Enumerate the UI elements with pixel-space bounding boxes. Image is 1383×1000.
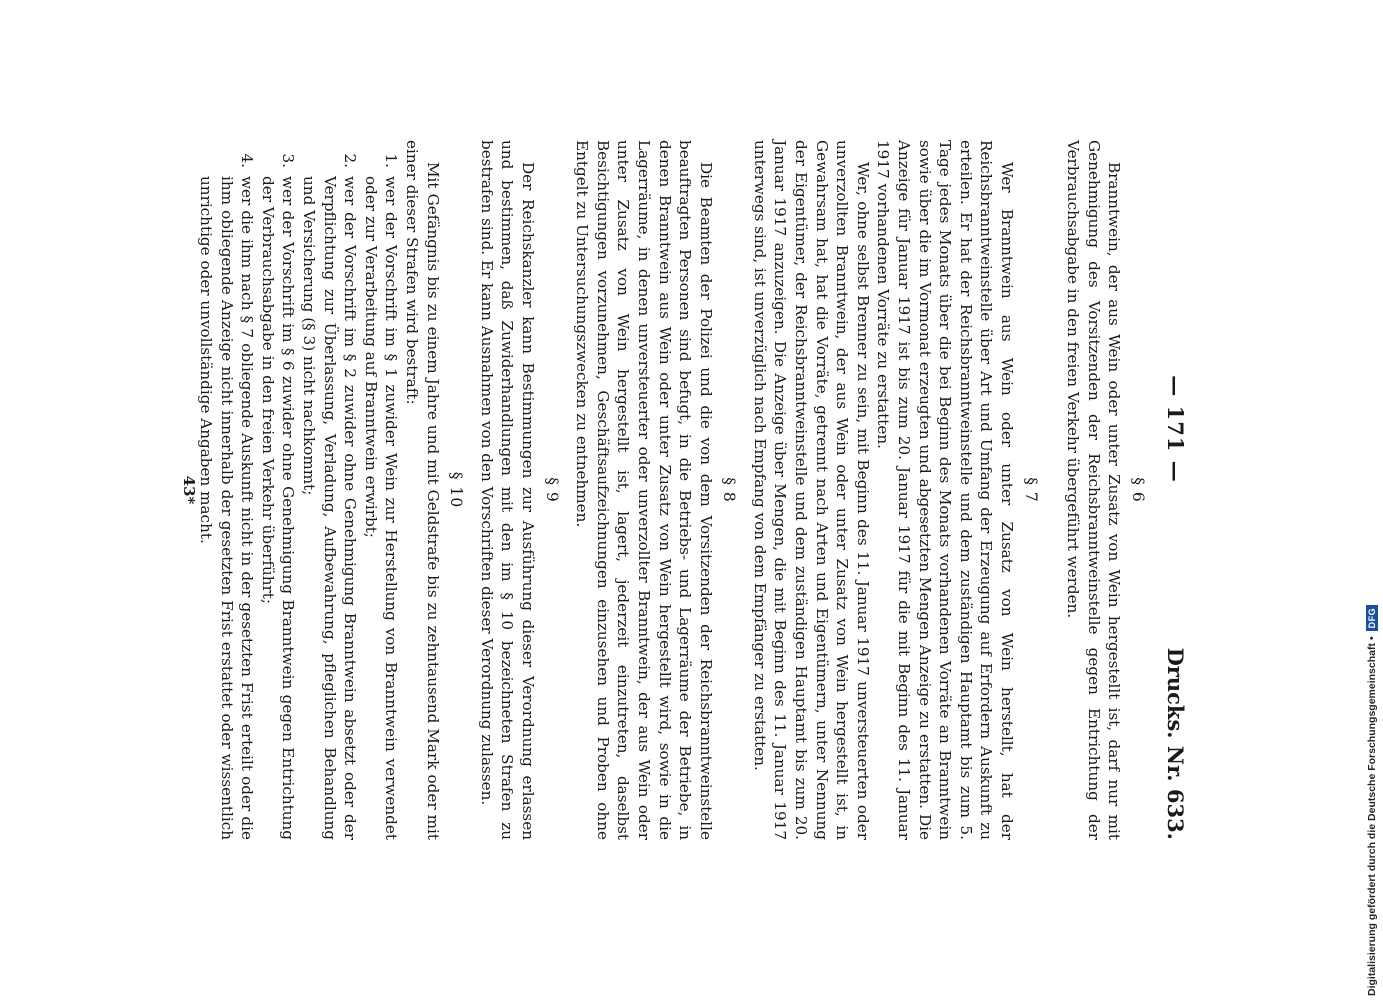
document-page bbox=[72, 0, 1292, 1000]
section-7-paragraph-2: Wer, ohne selbst Brenner zu sein, mit Beginn des 11. Januar 1917 unversteuerten oder unverzollten Branntwein, der aus Wein oder unter Zusatz von Wein hergestellt ist, in Gewahrsam hat, hat die Vorräte, getrennt nach Arten und Eigentümern, unter Nennung der Eigentümer, der Reichsbranntweinstelle und dem zuständigen Hauptamt bis zum 20. Januar 1917 anzuzeigen. Die Anzeige über Mengen, die mit Beginn des 11. Januar 1917 unterwegs sind, ist unverzüglich nach Empfang von dem Empfänger zu erstatten. bbox=[750, 140, 872, 840]
section-8-text: Die Beamten der Polizei und die von dem Vorsitzenden der Reichsbranntweinstelle beauftragten Personen sind befugt, in die Betriebs- und Lagerräume der Betriebe, in denen Branntwein aus Wein oder unter Zusatz von Wein hergestellt wird, sowie in die Lagerräume, in denen unversteuerter oder unverzollter Branntwein, der aus Wein oder unter Zusatz von Wein hergestellt ist, lagert, jederzeit einzutreten, daselbst Besichtigungen vorzunehmen, Geschäftsaufzeichnungen einzusehen und Proben ohne Entgelt zu Untersuchungszwecken zu entnehmen. bbox=[573, 140, 715, 840]
list-item bbox=[195, 140, 257, 840]
list-item-number: 1. bbox=[382, 153, 401, 168]
section-heading-9: § 9 bbox=[542, 477, 561, 503]
section-heading-7: § 7 bbox=[1021, 477, 1040, 503]
list-item-text: wer der Vorschrift im § 6 zuwider ohne Genehmigung Branntwein gegen Entrichtung der Verbrauchsabgabe in den freien Verkehr überführt; bbox=[258, 176, 298, 840]
credit-text: Digitalisierung gefördert durch die Deutsche Forschungsgemeinschaft bbox=[1366, 643, 1378, 996]
section-heading-10: § 10 bbox=[447, 471, 466, 509]
section-heading-6: § 6 bbox=[1129, 477, 1147, 503]
section-heading-8: § 8 bbox=[720, 477, 739, 503]
list-item-number: 4. bbox=[238, 153, 257, 168]
digitization-credit bbox=[1362, 6, 1382, 996]
list-item bbox=[257, 140, 298, 840]
page-number: — 171 — bbox=[1163, 375, 1188, 483]
credit-separator: • bbox=[1366, 636, 1378, 641]
list-item-number: 3. bbox=[279, 153, 298, 168]
list-item bbox=[360, 140, 401, 840]
list-item bbox=[298, 140, 360, 840]
section-6-text: Branntwein, der aus Wein oder unter Zusatz von Wein hergestellt ist, darf nur mit Genehmigung des Vorsitzenden der Reichsbranntweinstelle gegen Entrichtung der Verbrauchsabgabe in den freien Verkehr übergeführt werden. bbox=[1064, 140, 1124, 840]
list-item-text: wer der Vorschrift im § 2 zuwider ohne Genehmigung Branntwein absetzt oder der Verpflichtung zur Überlassung, Verladung, Aufbewahrung, pfleglichen Behandlung und Versicherung (§ 3) nicht nachkommt; bbox=[300, 176, 360, 840]
penalty-list bbox=[195, 140, 401, 840]
page-content bbox=[72, 140, 1292, 840]
section-10-intro: Mit Gefängnis bis zu einem Jahre und mit Geldstrafe bis zu zehntausend Mark oder mit einer dieser Strafen wird bestraft: bbox=[403, 140, 442, 840]
dfg-logo: DFG bbox=[1366, 605, 1378, 632]
section-9-text: Der Reichskanzler kann Bestimmungen zur Ausführung dieser Verordnung erlassen und bestimmen, daß Zuwiderhandlungen mit den im § 10 bezeichneten Strafen zu bestrafen sind. Er kann Ausnahmen von den Vorschriften dieser Verordnung zulassen. bbox=[477, 140, 537, 840]
section-7-paragraph-1: Wer Branntwein aus Wein oder unter Zusatz von Wein herstellt, hat der Reichsbranntweinstelle über Art und Umfang der Erzeugung auf Erfordern Auskunft zu erteilen. Er hat der Reichsbranntweinstelle und dem zuständigen Hauptamt bis zum 5. Tage jedes Monats über die bei Beginn des Monats vorhandenen Vorräte an Branntwein sowie über die im Vormonat erzeugten und abgesetzten Mengen Anzeige zu erstatten. Die Anzeige für Januar 1917 ist bis zum 20. Januar 1917 für die mit Beginn des 11. Januar 1917 vorhandenen Vorräte zu erstatten. bbox=[874, 140, 1017, 840]
drucksache-number: Drucks. Nr. 633. bbox=[1163, 647, 1188, 840]
list-item-number: 2. bbox=[341, 153, 360, 168]
page-header bbox=[1156, 140, 1188, 840]
signature-mark: 43* bbox=[180, 475, 198, 505]
document-body bbox=[195, 140, 1152, 840]
list-item-text: wer die ihm nach § 7 obliegende Auskunft nicht in der gesetzten Frist erteilt oder die ihm obliegende Anzeige nicht innerhalb der gesetzten Frist erstattet oder wissentlich unrichtige oder unvollständige Angaben macht. bbox=[197, 176, 257, 840]
list-item-text: wer der Vorschrift im § 1 zuwider Wein zur Herstellung von Branntwein verwendet oder zur Verarbeitung auf Branntwein erwirbt; bbox=[361, 176, 401, 840]
